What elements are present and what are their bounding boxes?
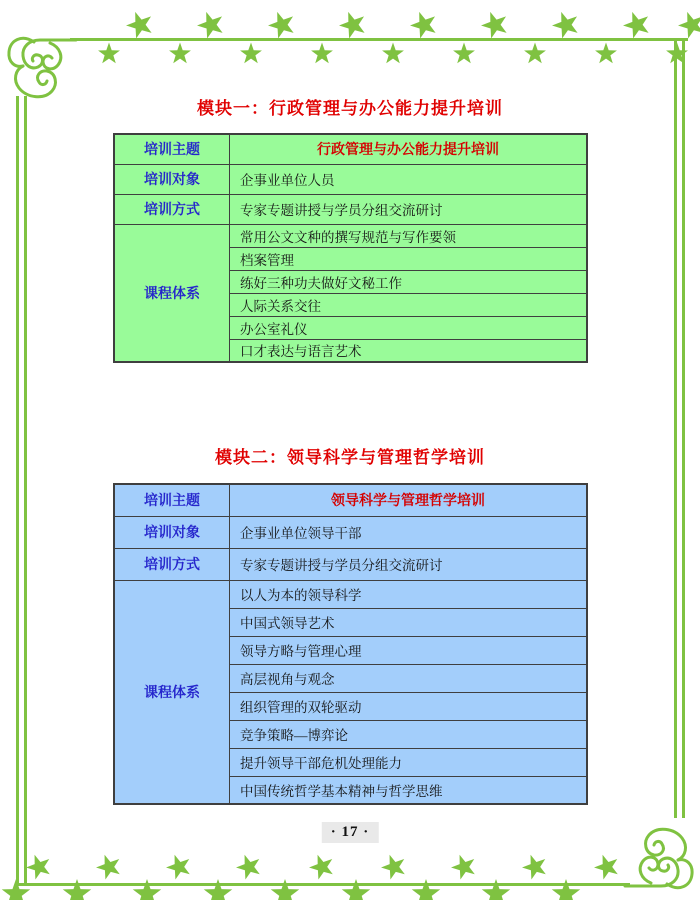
course-cell: 组织管理的双轮驱动	[230, 692, 588, 720]
course-cell: 人际关系交往	[230, 293, 588, 316]
table-row	[114, 224, 587, 247]
course-cell: 口才表达与语言艺术	[230, 339, 588, 362]
page-number: · 17 ·	[322, 822, 379, 843]
method-value-cell: 专家专题讲授与学员分组交流研讨	[230, 548, 588, 580]
audience-label-cell: 培训对象	[114, 516, 230, 548]
course-cell: 中国式领导艺术	[230, 608, 588, 636]
course-cell: 常用公文文种的撰写规范与写作要领	[230, 224, 588, 247]
course-cell: 提升领导干部危机处理能力	[230, 748, 588, 776]
course-cell: 练好三种功夫做好文秘工作	[230, 270, 588, 293]
theme-value-cell: 领导科学与管理哲学培训	[230, 484, 588, 516]
table-row	[114, 580, 587, 608]
table-row	[114, 516, 587, 548]
course-cell: 中国传统哲学基本精神与哲学思维	[230, 776, 588, 804]
table-row	[114, 484, 587, 516]
course-cell: 以人为本的领导科学	[230, 580, 588, 608]
theme-label-cell: 培训主题	[114, 134, 230, 164]
audience-value-cell: 企事业单位人员	[230, 164, 588, 194]
audience-label-cell: 培训对象	[114, 164, 230, 194]
method-value-cell: 专家专题讲授与学员分组交流研讨	[230, 194, 588, 224]
course-cell: 高层视角与观念	[230, 664, 588, 692]
course-cell: 档案管理	[230, 247, 588, 270]
module-2-title: 模块二：领导科学与管理哲学培训	[215, 448, 485, 467]
theme-label-cell: 培训主题	[114, 484, 230, 516]
courses-label-cell: 课程体系	[114, 580, 230, 804]
table-row	[114, 134, 587, 164]
method-label-cell: 培训方式	[114, 548, 230, 580]
table-row	[114, 194, 587, 224]
module-1-title: 模块一：行政管理与办公能力提升培训	[197, 99, 503, 118]
module-1-training-table	[113, 133, 588, 363]
theme-value-cell: 行政管理与办公能力提升培训	[230, 134, 588, 164]
method-label-cell: 培训方式	[114, 194, 230, 224]
table-row	[114, 548, 587, 580]
module-2-training-table	[113, 483, 588, 805]
course-cell: 领导方略与管理心理	[230, 636, 588, 664]
table-row	[114, 164, 587, 194]
course-cell: 办公室礼仪	[230, 316, 588, 339]
courses-label-cell: 课程体系	[114, 224, 230, 362]
audience-value-cell: 企事业单位领导干部	[230, 516, 588, 548]
course-cell: 竞争策略—博弈论	[230, 720, 588, 748]
